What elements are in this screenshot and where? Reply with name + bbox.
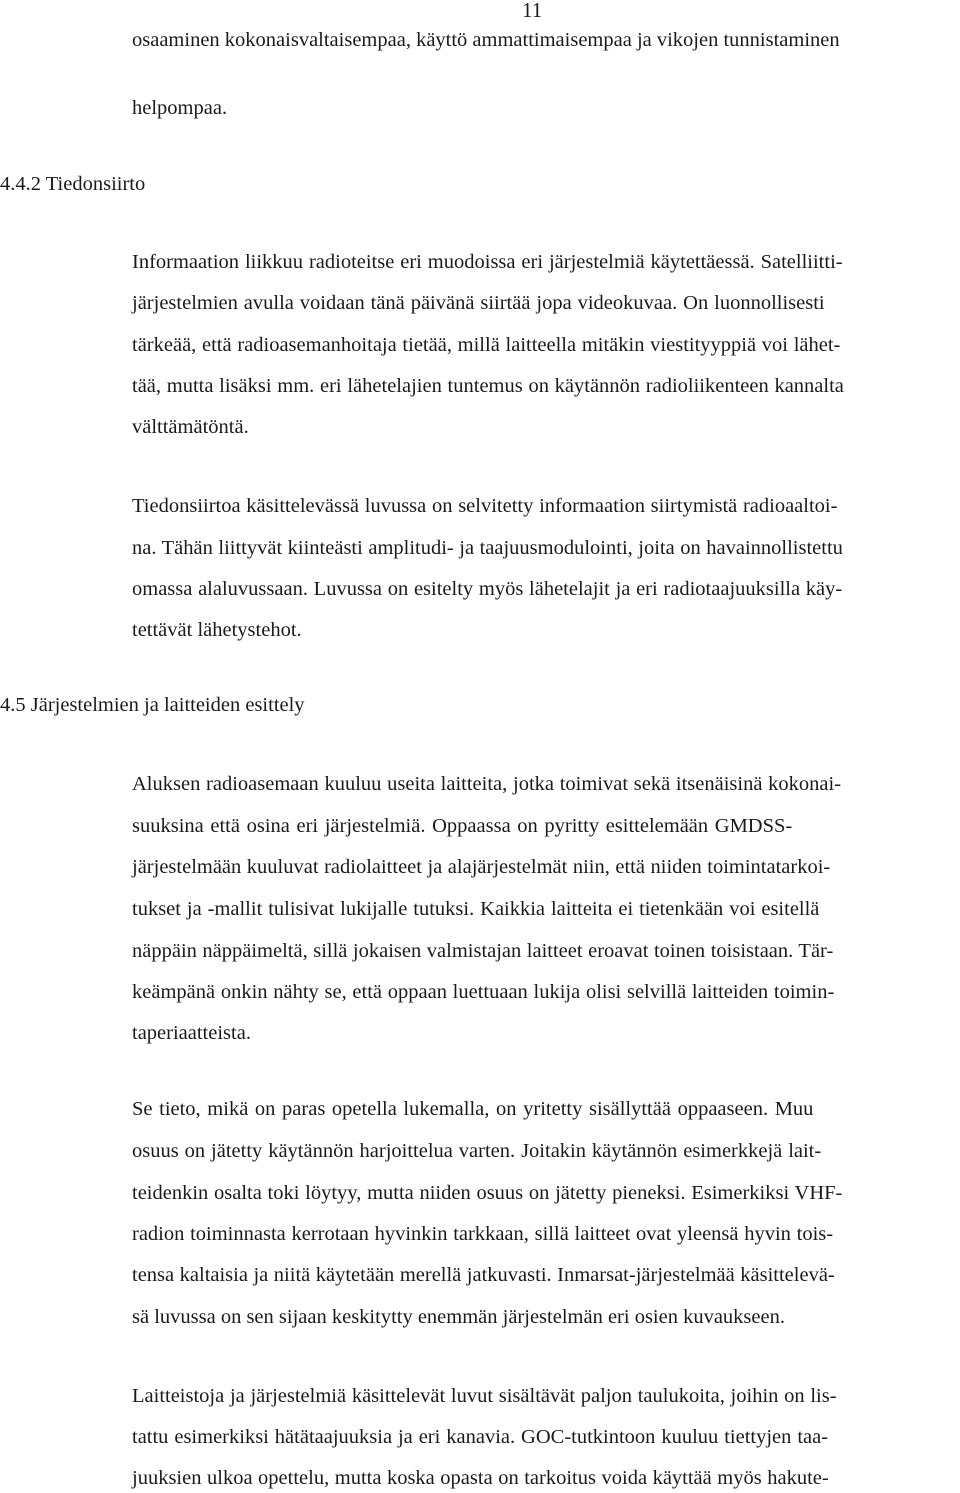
paragraph-line: Aluksen radioasemaan kuuluu useita laitteita, jotka toimivat sekä itsenäisinä kokonai- bbox=[132, 773, 842, 795]
paragraph-line: tärkeää, että radioasemanhoitaja tietää, millä laitteella mitäkin viestityyppiä voi lähet- bbox=[132, 334, 841, 356]
paragraph-line: järjestelmään kuuluvat radiolaitteet ja alajärjestelmät niin, että niiden toimintatarkoi- bbox=[132, 856, 831, 878]
paragraph-line: suuksina että osina eri järjestelmiä. Oppaassa on pyritty esittelemään GMDSS- bbox=[132, 815, 793, 837]
paragraph-line: Laitteistoja ja järjestelmiä käsittelevät luvut sisältävät paljon taulukoita, joihin on lis- bbox=[132, 1385, 837, 1407]
paragraph-line: Se tieto, mikä on paras opetella lukemalla, on yritetty sisällyttää oppaaseen. Muu bbox=[132, 1098, 814, 1120]
paragraph-line: taperiaatteista. bbox=[132, 1022, 251, 1044]
paragraph-line: radion toiminnasta kerrotaan hyvinkin tarkkaan, sillä laitteet ovat yleensä hyvin tois- bbox=[132, 1223, 834, 1245]
page-number: 11 bbox=[522, 0, 543, 22]
paragraph-line: tukset ja -mallit tulisivat lukijalle tutuksi. Kaikkia laitteita ei tietenkään voi esitellä bbox=[132, 898, 820, 920]
section-heading-4-4-2: 4.4.2 Tiedonsiirto bbox=[0, 173, 146, 195]
paragraph-line: helpompaa. bbox=[132, 97, 228, 119]
paragraph-line: keämpänä onkin nähty se, että oppaan luettuaan lukija olisi selvillä laitteiden toimin- bbox=[132, 981, 835, 1003]
paragraph-line: järjestelmien avulla voidaan tänä päivänä siirtää jopa videokuvaa. On luonnollisesti bbox=[132, 292, 825, 314]
paragraph-line: osaaminen kokonaisvaltaisempaa, käyttö ammattimaisempaa ja vikojen tunnistaminen bbox=[132, 29, 840, 51]
section-heading-4-5: 4.5 Järjestelmien ja laitteiden esittely bbox=[0, 694, 305, 716]
paragraph-line: teidenkin osalta toki löytyy, mutta niiden osuus on jätetty pieneksi. Esimerkiksi VHF- bbox=[132, 1182, 843, 1204]
paragraph-line: tattu esimerkiksi hätätaajuuksia ja eri kanavia. GOC-tutkintoon kuuluu tiettyjen taa- bbox=[132, 1426, 829, 1448]
paragraph-line: tää, mutta lisäksi mm. eri lähetelajien tuntemus on käytännön radioliikenteen kannalta bbox=[132, 375, 844, 397]
paragraph-line: omassa alaluvussaan. Luvussa on esitelty myös lähetelajit ja eri radiotaajuuksilla käy- bbox=[132, 578, 843, 600]
paragraph-line: sä luvussa on sen sijaan keskitytty enemmän järjestelmän eri osien kuvaukseen. bbox=[132, 1306, 785, 1328]
paragraph-line: tettävät lähetystehot. bbox=[132, 619, 302, 641]
paragraph-line: osuus on jätetty käytännön harjoittelua varten. Joitakin käytännön esimerkkejä lait- bbox=[132, 1140, 822, 1162]
paragraph-line: näppäin näppäimeltä, sillä jokaisen valmistajan laitteet eroavat toinen toisistaan. Tär- bbox=[132, 940, 834, 962]
paragraph-line: Tiedonsiirtoa käsittelevässä luvussa on selvitetty informaation siirtymistä radioaaltoi- bbox=[132, 495, 838, 517]
paragraph-line: välttämätöntä. bbox=[132, 416, 249, 438]
paragraph-line: tensa kaltaisia ja niitä käytetään merellä jatkuvasti. Inmarsat-järjestelmää käsittelevä- bbox=[132, 1264, 835, 1286]
paragraph-line: Informaation liikkuu radioteitse eri muodoissa eri järjestelmiä käytettäessä. Satelliitti- bbox=[132, 251, 843, 273]
paragraph-line: na. Tähän liittyvät kiinteästi amplitudi- ja taajuusmodulointi, joita on havainnollistettu bbox=[132, 537, 843, 559]
paragraph-line: juuksien ulkoa opettelu, mutta koska opasta on tarkoitus voida käyttää myös hakute- bbox=[132, 1467, 829, 1489]
